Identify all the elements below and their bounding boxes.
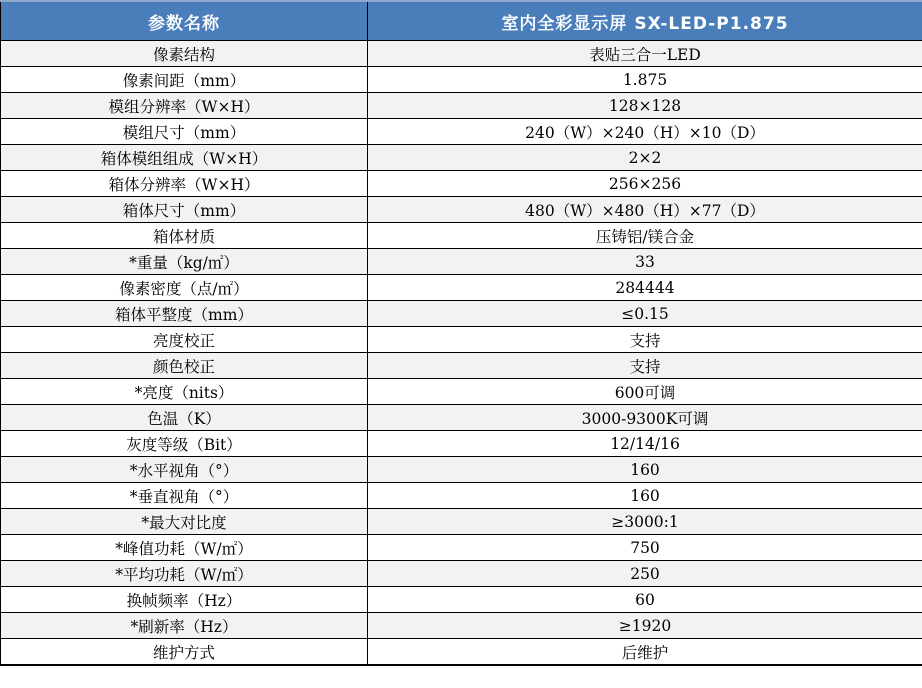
spec-table-header — [1, 1, 922, 41]
param-value-cell: 240（W）×240（H）×10（D） — [368, 119, 922, 145]
table-row — [1, 301, 922, 327]
param-label-cell: *刷新率（Hz） — [1, 613, 368, 639]
param-label-cell: 亮度校正 — [1, 327, 368, 353]
table-row — [1, 249, 922, 275]
header-row — [1, 1, 922, 41]
table-row — [1, 67, 922, 93]
param-value-cell: 600可调 — [368, 379, 922, 405]
param-label-cell: 色温（K） — [1, 405, 368, 431]
param-label-cell: *最大对比度 — [1, 509, 368, 535]
table-row — [1, 509, 922, 535]
param-value-cell: ≥1920 — [368, 613, 922, 639]
param-label-cell: 颜色校正 — [1, 353, 368, 379]
param-value-cell: 后维护 — [368, 639, 922, 666]
param-value-cell: 3000-9300K可调 — [368, 405, 922, 431]
param-value-cell: 1.875 — [368, 67, 922, 93]
table-row — [1, 613, 922, 639]
param-label-cell: 像素密度（点/㎡） — [1, 275, 368, 301]
param-value-cell: 60 — [368, 587, 922, 613]
param-label-cell: 箱体材质 — [1, 223, 368, 249]
table-row — [1, 483, 922, 509]
param-label-cell: 模组尺寸（mm） — [1, 119, 368, 145]
param-label-cell: 箱体尺寸（mm） — [1, 197, 368, 223]
param-value-cell: ≥3000:1 — [368, 509, 922, 535]
table-row — [1, 275, 922, 301]
param-value-cell: 256×256 — [368, 171, 922, 197]
param-value-cell: 250 — [368, 561, 922, 587]
table-row — [1, 171, 922, 197]
param-label-cell: 箱体平整度（mm） — [1, 301, 368, 327]
param-label-cell: *水平视角（°） — [1, 457, 368, 483]
table-row — [1, 327, 922, 353]
table-row — [1, 223, 922, 249]
param-label-cell: 箱体分辨率（W×H） — [1, 171, 368, 197]
param-value-cell: 2×2 — [368, 145, 922, 171]
param-value-cell: 12/14/16 — [368, 431, 922, 457]
table-row — [1, 535, 922, 561]
table-row — [1, 431, 922, 457]
param-label-cell: *垂直视角（°） — [1, 483, 368, 509]
table-row — [1, 119, 922, 145]
param-value-cell: 表贴三合一LED — [368, 41, 922, 67]
param-label-cell: 模组分辨率（W×H） — [1, 93, 368, 119]
param-label-cell: *亮度（nits） — [1, 379, 368, 405]
param-label-cell: *重量（kg/㎡） — [1, 249, 368, 275]
header-cell-product-name: 室内全彩显示屏 SX-LED-P1.875 — [368, 1, 922, 41]
table-row — [1, 93, 922, 119]
table-row — [1, 41, 922, 67]
header-cell-param-name: 参数名称 — [1, 1, 368, 41]
table-row — [1, 457, 922, 483]
param-value-cell: 128×128 — [368, 93, 922, 119]
table-row — [1, 197, 922, 223]
spec-table-body — [1, 41, 922, 666]
param-value-cell: 284444 — [368, 275, 922, 301]
param-value-cell: 支持 — [368, 327, 922, 353]
table-row — [1, 353, 922, 379]
param-label-cell: *平均功耗（W/㎡） — [1, 561, 368, 587]
param-label-cell: 换帧频率（Hz） — [1, 587, 368, 613]
table-row — [1, 405, 922, 431]
table-row — [1, 379, 922, 405]
param-value-cell: 160 — [368, 483, 922, 509]
param-label-cell: 箱体模组组成（W×H） — [1, 145, 368, 171]
table-row — [1, 145, 922, 171]
param-value-cell: ≤0.15 — [368, 301, 922, 327]
param-value-cell: 33 — [368, 249, 922, 275]
param-value-cell: 160 — [368, 457, 922, 483]
param-label-cell: 像素结构 — [1, 41, 368, 67]
param-value-cell: 750 — [368, 535, 922, 561]
param-label-cell: *峰值功耗（W/㎡） — [1, 535, 368, 561]
table-row — [1, 561, 922, 587]
param-value-cell: 压铸铝/镁合金 — [368, 223, 922, 249]
param-value-cell: 480（W）×480（H）×77（D） — [368, 197, 922, 223]
param-label-cell: 维护方式 — [1, 639, 368, 666]
param-value-cell: 支持 — [368, 353, 922, 379]
table-row — [1, 587, 922, 613]
param-label-cell: 灰度等级（Bit） — [1, 431, 368, 457]
param-label-cell: 像素间距（mm） — [1, 67, 368, 93]
table-row — [1, 639, 922, 666]
